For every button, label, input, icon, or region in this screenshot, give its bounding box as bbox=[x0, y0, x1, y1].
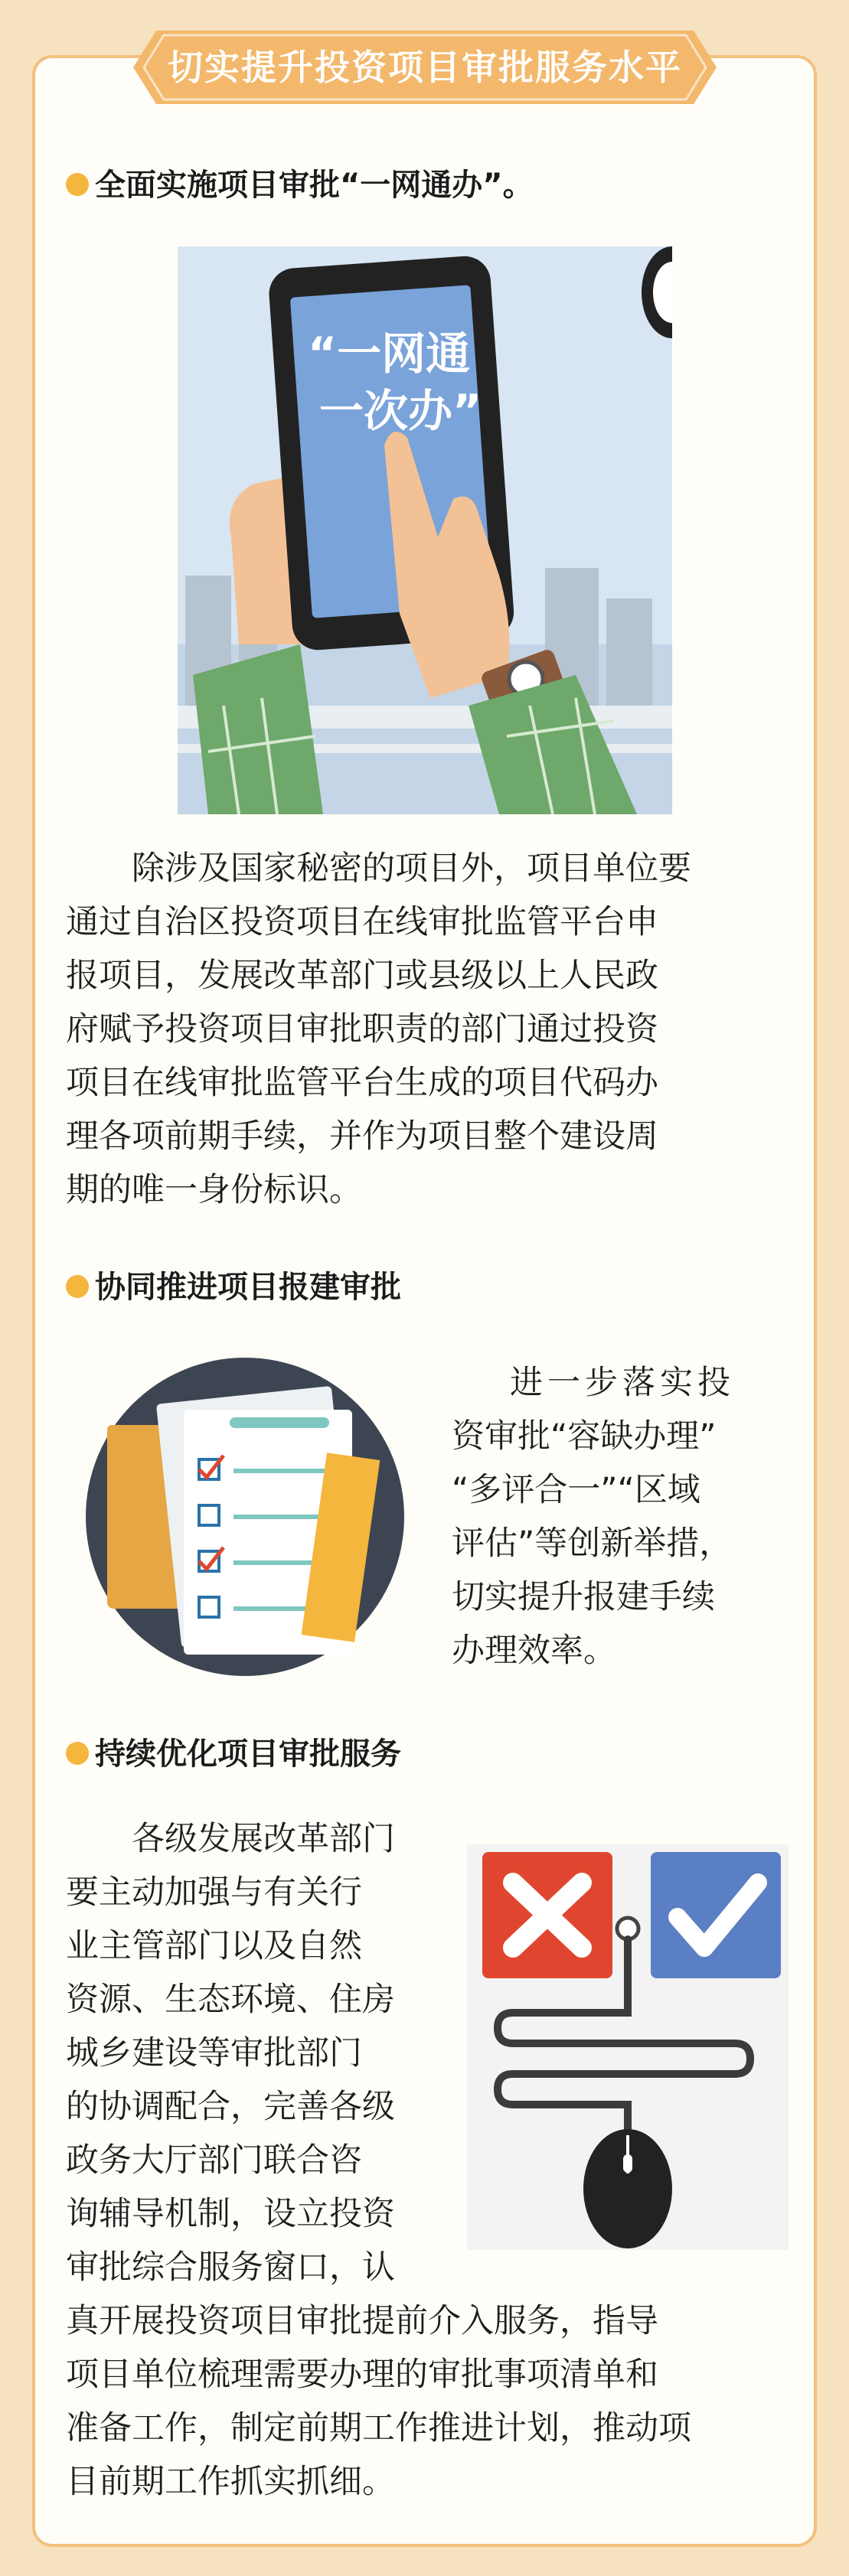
para-line: 除涉及国家秘密的项目外，项目单位要 bbox=[132, 849, 691, 888]
para-line: 准备工作，制定前期工作推进计划，推动项 bbox=[66, 2409, 691, 2447]
section2-paragraph bbox=[452, 1356, 735, 1678]
section-heading-1 bbox=[66, 161, 534, 204]
para-line: 政务大厅部门联合咨 bbox=[66, 2141, 362, 2180]
para-line: “多评合一”“区域 bbox=[452, 1471, 700, 1509]
para-line: 业主管部门以及自然 bbox=[66, 1927, 362, 1965]
section-heading-3 bbox=[66, 1730, 401, 1773]
para-line: 资审批“容缺办理” bbox=[452, 1417, 717, 1456]
bullet-dot-icon bbox=[66, 1742, 89, 1765]
para-line: 城乡建设等审批部门 bbox=[66, 2034, 362, 2072]
para-line: 期的唯一身份标识。 bbox=[66, 1171, 362, 1209]
para-line: 报项目，发展改革部门或县级以上人民政 bbox=[66, 957, 658, 995]
heading-text: 协同推进项目报建审批 bbox=[95, 1270, 401, 1305]
banner-title: 切实提升投资项目审批服务水平 bbox=[168, 47, 682, 88]
para-line: 审批综合服务窗口，认 bbox=[66, 2248, 395, 2287]
para-line: 通过自治区投资项目在线审批监管平台申 bbox=[66, 903, 658, 941]
heading-text: 全面实施项目审批“一网通办”。 bbox=[95, 168, 534, 203]
para-line: 切实提升报建手续 bbox=[452, 1578, 715, 1616]
heading-text: 持续优化项目审批服务 bbox=[95, 1736, 401, 1772]
section3-paragraph bbox=[66, 1812, 691, 2509]
para-line: 目前期工作抓实抓细。 bbox=[66, 2463, 395, 2501]
section-heading-2 bbox=[66, 1263, 401, 1306]
para-line: 资源、生态环境、住房 bbox=[66, 1981, 395, 2019]
para-line: 进一步落实投 bbox=[510, 1364, 735, 1402]
phone-text-1: “一网通 bbox=[308, 328, 471, 380]
para-line: 询辅导机制，设立投资 bbox=[66, 2195, 395, 2233]
para-line: 办理效率。 bbox=[452, 1632, 616, 1670]
checklist-illustration bbox=[84, 1356, 413, 1678]
phone-text-2: 一次办” bbox=[319, 385, 482, 437]
para-line: 府赋予投资项目审批职责的部门通过投资 bbox=[66, 1010, 658, 1048]
para-line: 项目单位梳理需要办理的审批事项清单和 bbox=[66, 2356, 658, 2394]
bullet-dot-icon bbox=[66, 173, 89, 196]
section1-paragraph bbox=[66, 842, 691, 1217]
para-line: 真开展投资项目审批提前介入服务，指导 bbox=[66, 2302, 658, 2340]
para-line: 的协调配合，完善各级 bbox=[66, 2088, 395, 2126]
para-line: 各级发展改革部门 bbox=[132, 1820, 395, 1858]
bullet-dot-icon bbox=[66, 1275, 89, 1298]
para-line: 要主动加强与有关行 bbox=[66, 1873, 362, 1912]
title-banner bbox=[133, 31, 717, 104]
para-line: 理各项前期手续，并作为项目整个建设周 bbox=[66, 1117, 658, 1156]
phone-illustration bbox=[178, 246, 672, 814]
para-line: 评估”等创新举措， bbox=[452, 1524, 733, 1563]
para-line: 项目在线审批监管平台生成的项目代码办 bbox=[66, 1064, 658, 1102]
